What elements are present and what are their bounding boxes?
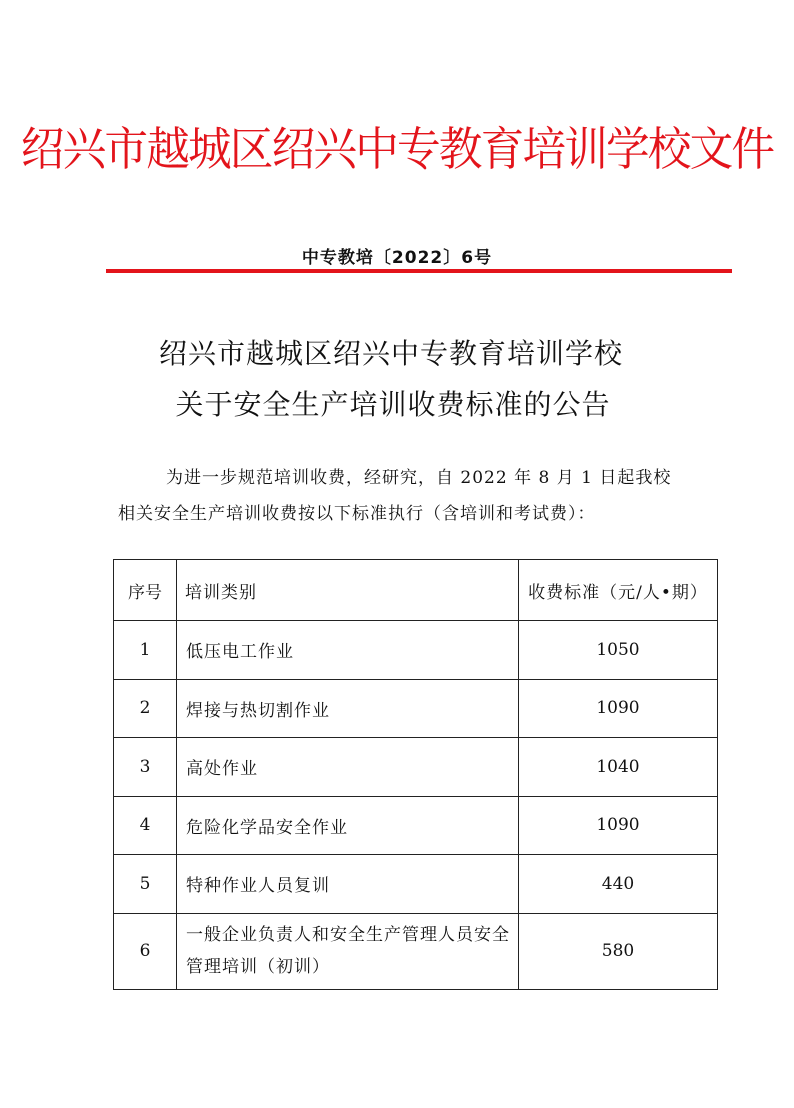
row-number: 1 bbox=[114, 621, 177, 680]
table-header-row bbox=[114, 560, 718, 621]
row-number: 4 bbox=[114, 796, 177, 855]
row-number: 3 bbox=[114, 738, 177, 797]
row-number: 6 bbox=[114, 913, 177, 989]
row-fee: 1090 bbox=[519, 679, 718, 738]
row-fee: 1090 bbox=[519, 796, 718, 855]
red-divider-line bbox=[106, 269, 732, 273]
row-fee: 440 bbox=[519, 855, 718, 914]
table-row bbox=[114, 621, 718, 680]
notice-title-line-1: 绍兴市越城区绍兴中专教育培训学校 bbox=[158, 337, 623, 370]
table-row bbox=[114, 913, 718, 989]
document-number: 中专教培〔2022〕6号 bbox=[301, 248, 493, 268]
fee-table bbox=[113, 559, 718, 990]
table-row bbox=[114, 796, 718, 855]
header-number: 序号 bbox=[114, 560, 177, 621]
row-category: 低压电工作业 bbox=[177, 621, 519, 680]
table-row bbox=[114, 855, 718, 914]
table-row bbox=[114, 738, 718, 797]
header-fee: 收费标准（元/人•期） bbox=[519, 560, 718, 621]
row-fee: 1050 bbox=[519, 621, 718, 680]
notice-title-line-2: 关于安全生产培训收费标准的公告 bbox=[175, 388, 611, 421]
table-row bbox=[114, 679, 718, 738]
row-number: 2 bbox=[114, 679, 177, 738]
row-category: 一般企业负责人和安全生产管理人员安全管理培训（初训） bbox=[177, 913, 519, 989]
row-category: 特种作业人员复训 bbox=[177, 855, 519, 914]
body-paragraph: 为进一步规范培训收费，经研究，自 2022 年 8 月 1 日起我校相关安全生产培训收费按以下标准执行（含培训和考试费）： bbox=[118, 468, 672, 524]
row-fee: 1040 bbox=[519, 738, 718, 797]
row-category: 高处作业 bbox=[177, 738, 519, 797]
row-number: 5 bbox=[114, 855, 177, 914]
row-fee: 580 bbox=[519, 913, 718, 989]
row-category: 危险化学品安全作业 bbox=[177, 796, 519, 855]
row-category: 焊接与热切割作业 bbox=[177, 679, 519, 738]
header-category: 培训类别 bbox=[177, 560, 519, 621]
document-header-title: 绍兴市越城区绍兴中专教育培训学校文件 bbox=[20, 122, 774, 176]
